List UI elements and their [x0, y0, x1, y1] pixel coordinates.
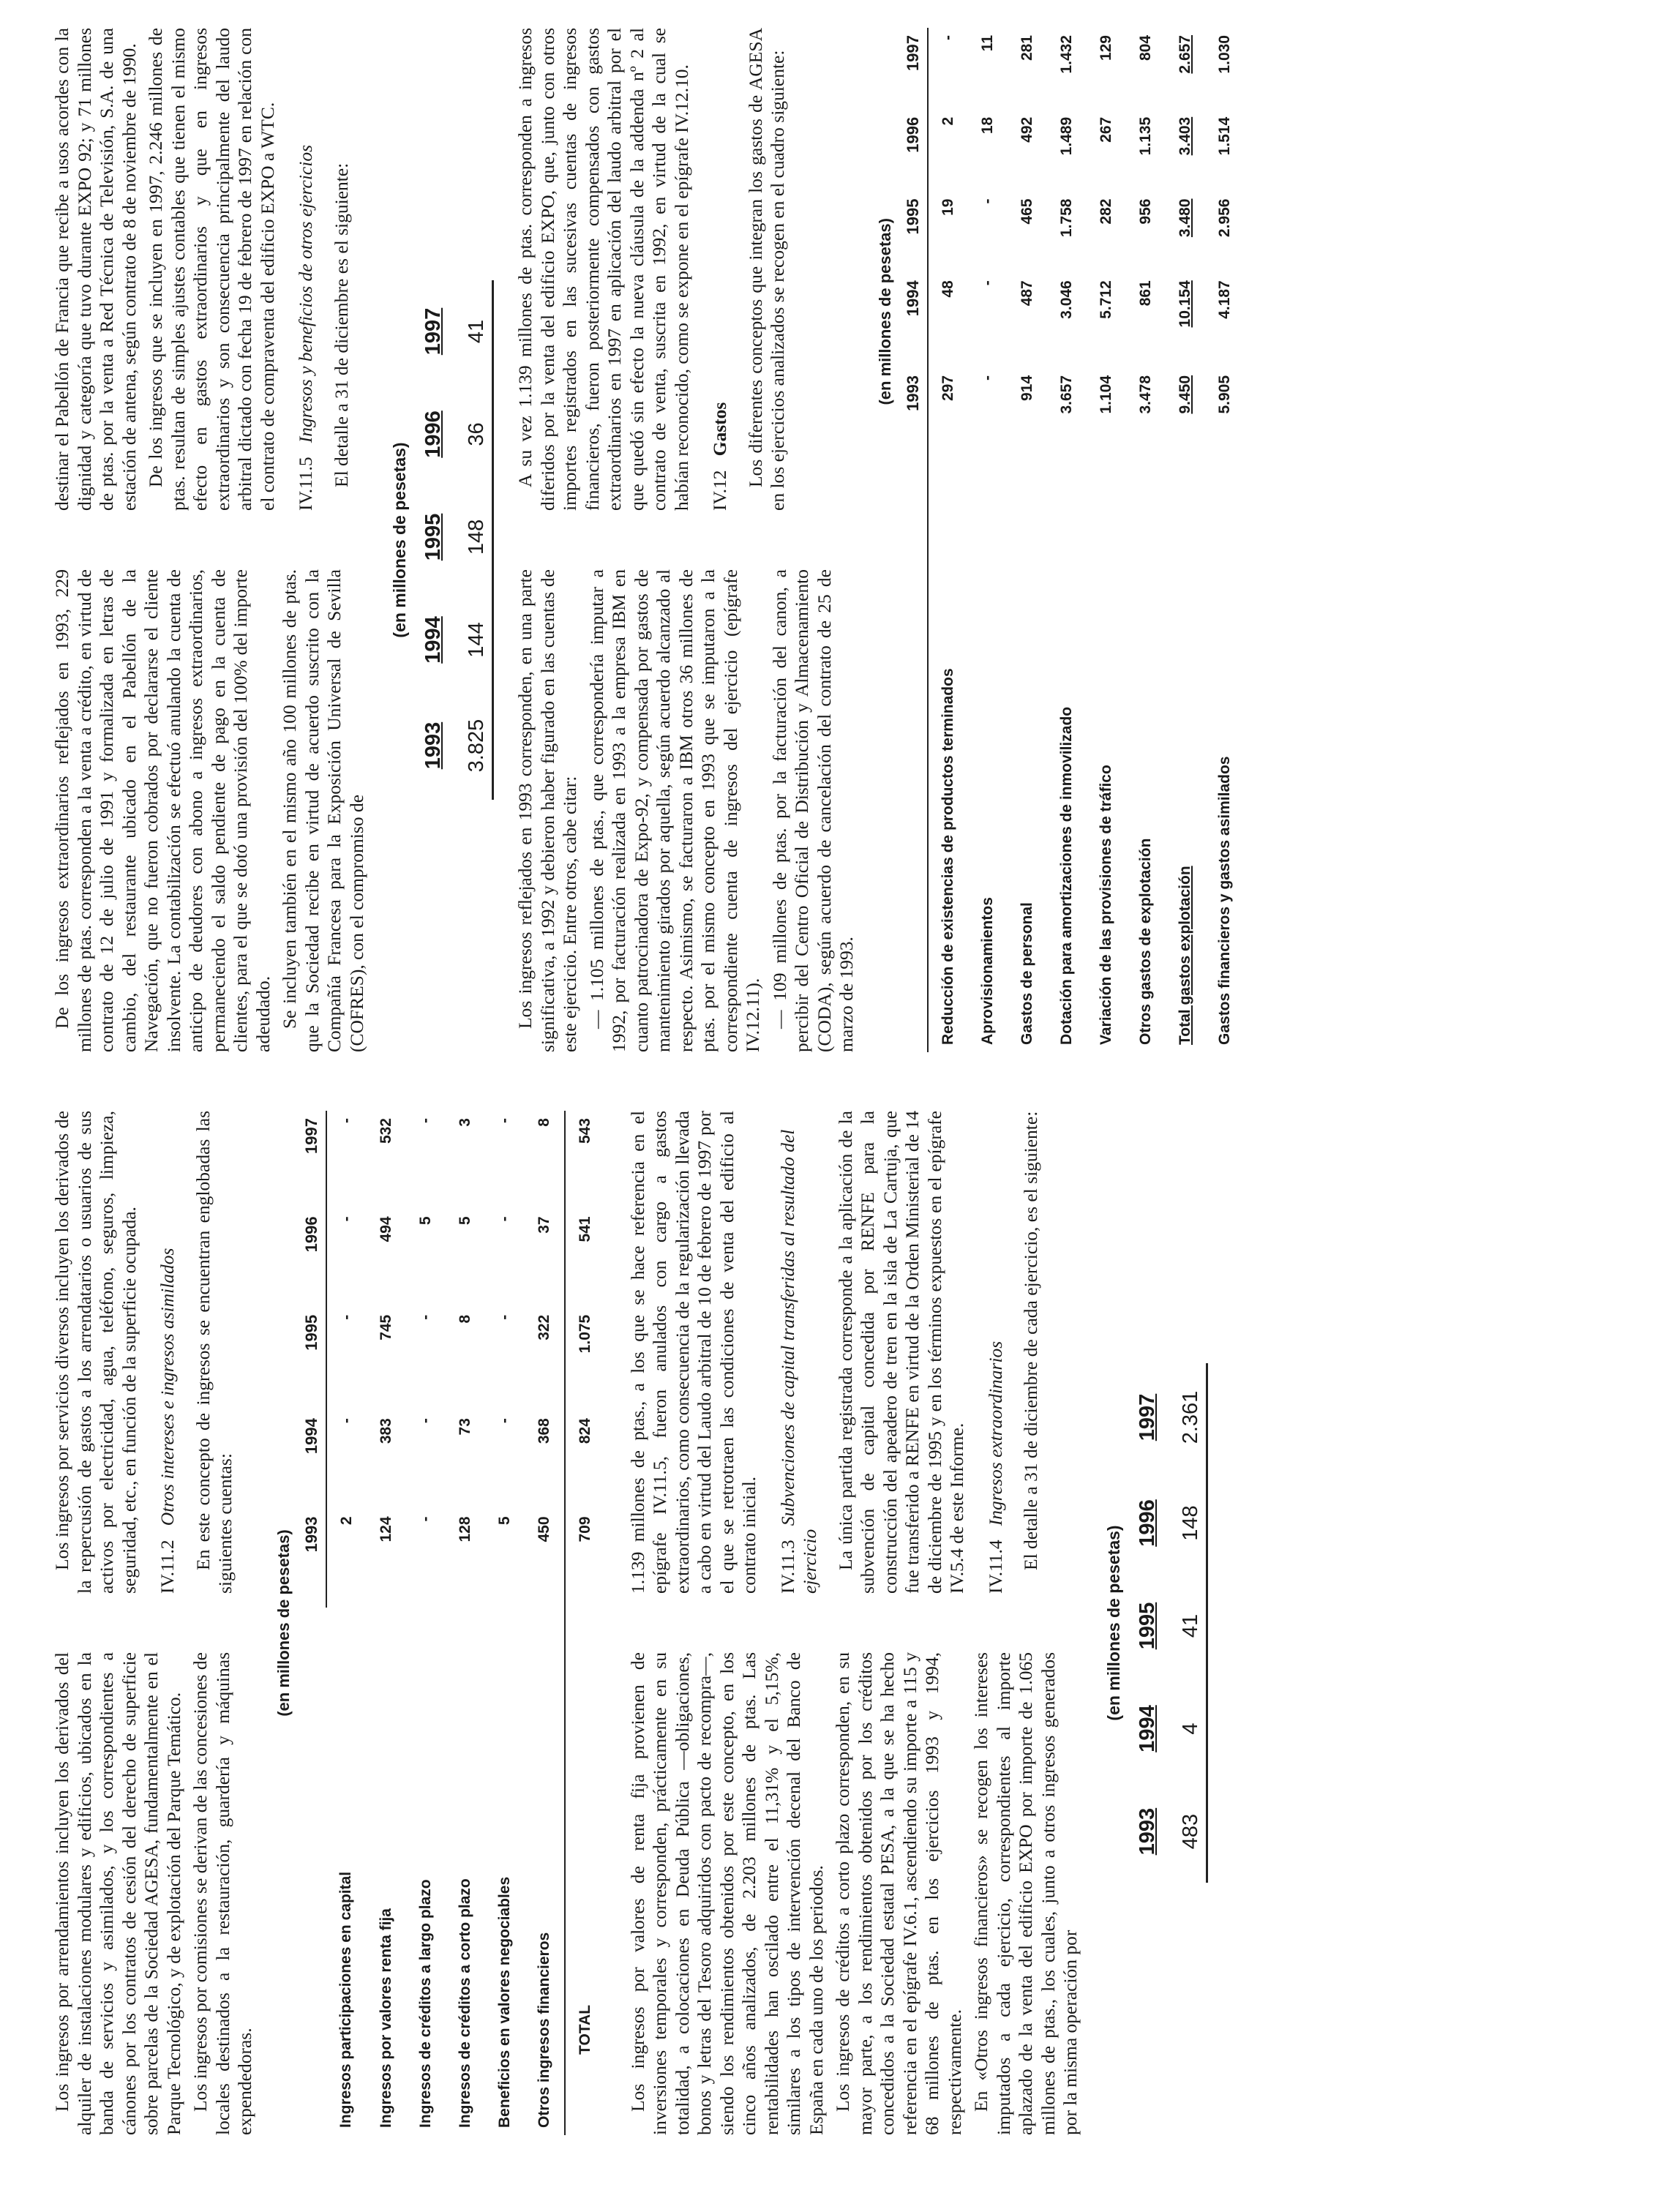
- cell: 368: [535, 1418, 552, 1444]
- cell: -: [337, 1418, 355, 1424]
- table-row: [1087, 28, 1126, 1052]
- paragraph: La única partida registrada corresponde a la aplicación de la subvención de capital concedida por RENFE para la construcción del apeadero de tren en la isla de La Cartuja, que fue transferido a RENFE en virtud de la Orden Ministerial de 14 de diciembre de 1995 y en los términos expuestos en el epígrafe IV.5.4 de este Informe.: [834, 1111, 967, 1594]
- paragraph: Los ingresos reflejados en 1993 corresponden, en una parte significativa, a 1992 y debieron haber figurado en las cuentas de este ejercicio. Entre otros, cabe citar:: [514, 569, 580, 1052]
- cell: 48: [939, 280, 956, 298]
- cell: 1.432: [1057, 35, 1075, 74]
- section-number: IV.11.3: [776, 1540, 798, 1594]
- row-label: Gastos de personal: [1018, 902, 1035, 1045]
- year-header: 1993: [1135, 1807, 1159, 1856]
- year-header: 1997: [421, 307, 445, 356]
- cell: 3.480: [1176, 198, 1193, 238]
- table-row: [326, 1111, 367, 2135]
- extraordinary-income-table: [1104, 1111, 1208, 2135]
- cell: 5.712: [1097, 280, 1114, 319]
- cell: 8: [535, 1118, 552, 1127]
- cell: 11: [978, 35, 996, 52]
- cell: 36: [465, 422, 488, 446]
- cell: 483: [1178, 1813, 1202, 1850]
- cell: -: [416, 1118, 434, 1123]
- cell: 281: [1018, 35, 1035, 61]
- section-heading-iv114: [985, 1111, 1008, 1594]
- table-header-row: [899, 28, 928, 1052]
- table-header-row: [421, 280, 456, 800]
- table-unit: (en millones de pesetas): [1103, 1525, 1123, 1721]
- cell: 144: [465, 622, 488, 658]
- cell: 128: [456, 1516, 473, 1542]
- cell: 1.030: [1215, 35, 1233, 74]
- table-row: [968, 28, 1008, 1052]
- cell: 10.154: [1176, 280, 1193, 328]
- cell: 9.450: [1176, 375, 1193, 414]
- table-row: [1170, 1363, 1203, 1883]
- year-header: 1994: [1135, 1705, 1159, 1752]
- table-header-row: [1136, 1363, 1170, 1883]
- cell: 914: [1018, 375, 1035, 401]
- cell: 5: [416, 1216, 434, 1226]
- year-header: 1994: [899, 273, 928, 368]
- paragraph: — 109 millones de ptas. por la facturación del canon, a percibir del Centro Oficial de Distribución y Almacenamiento (CODA), según acuerdo de cancelación del contrato de 25 de marzo de 1993.: [768, 569, 857, 1052]
- cell: 1.758: [1057, 198, 1075, 238]
- cell: -: [337, 1314, 355, 1320]
- table-rule: [1203, 1363, 1207, 1883]
- paragraph: Se incluyen también en el mismo año 100 millones de ptas. que la Sociedad recibe en virtud de acuerdo suscrito con la Compañía Francesa para la Exposición Universal de Sevilla (COFRES), con el compromiso de: [279, 569, 367, 1052]
- table-row: [1126, 28, 1166, 1052]
- section-heading-iv12: [709, 28, 732, 511]
- paragraph: El detalle a 31 de diciembre de cada ejercicio, es el siguiente:: [1020, 1111, 1041, 1570]
- row-label: Dotación para amortizaciones de inmovilizado: [1057, 706, 1075, 1045]
- right-page-half: [51, 28, 1267, 1052]
- year-header: 1993: [899, 368, 928, 450]
- section-heading-iv112: [157, 1111, 179, 1594]
- cell: 3.046: [1057, 280, 1075, 319]
- table-unit: (en millones de pesetas): [875, 218, 894, 405]
- right-col-c: [514, 569, 863, 1052]
- row-label: Aprovisionamientos: [978, 897, 996, 1045]
- cell: 124: [377, 1516, 394, 1542]
- table-rule: [489, 280, 493, 800]
- year-header: 1997: [899, 28, 928, 110]
- cell: -: [495, 1216, 513, 1222]
- cell: 956: [1136, 198, 1154, 225]
- other-years-income-table: [390, 28, 494, 1052]
- cell: 1.135: [1136, 116, 1154, 156]
- cell: -: [495, 1418, 513, 1424]
- cell: 297: [939, 375, 956, 401]
- paragraph: Los ingresos por arrendamientos incluyen los derivados del alquiler de instalaciones modulares y edificios, ubicados en la banda de servicios y asimilados, y los correspondientes a cánones por los contratos de cesión del derecho de superficie sobre parcelas de la Sociedad AGESA, fundamentalmente en el Parque Tecnológico, y de explotación del Parque Temático.: [51, 1652, 184, 2135]
- paragraph: A su vez 1.139 millones de ptas. corresponden a ingresos diferidos por la venta del edificio EXPO, que, junto con otros importes registrados en las sucesivas cuentas de ingresos financieros, fueron posteriormente compensados con gastos extraordinarios en 1997 en aplicación del laudo arbitral por el que quedó sin efecto la nueva cláusula de la addenda nº 2 al contrato de venta, suscrita en 1992, en virtud de la cual se habían reconocido, como se expone en el epígrafe IV.12.10.: [514, 28, 692, 511]
- paragraph: En «Otros ingresos financieros» se recogen los intereses imputados a cada ejercicio, correspondientes al importe aplazado de la venta del edificio EXPO por importe de 1.065 millones de ptas., los cuales, junto a otros ingresos generados por la misma operación por: [970, 1652, 1081, 2135]
- cell: 1.489: [1057, 116, 1075, 156]
- paragraph: — 1.105 millones de ptas., que correspondería imputar a 1992, por facturación realizada en 1993 a la empresa IBM en cuanto patrocinadora de Expo-92, y compensada por gastos de mantenimiento girados por aquella, según acuerdo alcanzado al respecto. Asimismo, se facturaron a IBM otros 36 millones de ptas. por el mismo concepto en 1993 que se imputaron a la correspondiente cuenta de ingresos del ejercicio (epígrafe IV.12.11).: [585, 569, 763, 1052]
- table-row: [525, 1111, 565, 2135]
- row-label: Reducción de existencias de productos terminados: [939, 668, 956, 1045]
- table-row: [446, 1111, 485, 2135]
- cell: 543: [565, 1111, 605, 1209]
- cell: 541: [565, 1209, 605, 1307]
- cell: -: [978, 198, 996, 204]
- section-title: Subvenciones de capital transferidas al resultado del ejercicio: [776, 1129, 820, 1594]
- cell: 465: [1018, 198, 1035, 225]
- cell: 1.075: [565, 1308, 605, 1411]
- left-col-a: [51, 1652, 261, 2135]
- table-row: [485, 1111, 525, 2135]
- left-page-half: [51, 1111, 1229, 2135]
- cell: -: [495, 1118, 513, 1123]
- cell: 41: [1178, 1613, 1202, 1638]
- cell: 4.187: [1215, 280, 1233, 319]
- paragraph: Los ingresos por comisiones se derivan de las concesiones de locales destinados a la restauración, guardería y máquinas expendedoras.: [190, 1652, 255, 2135]
- cell: -: [337, 1118, 355, 1123]
- section-title: Ingresos extraordinarios: [984, 1341, 1006, 1526]
- paragraph: En este concepto de ingresos se encuentran englobadas las siguientes cuentas:: [192, 1111, 236, 1594]
- section-title: Gastos: [709, 402, 730, 457]
- paragraph: De los ingresos que se incluyen en 1997, 2.246 millones de ptas. resultan de simples ajustes contables que tienen el mismo efecto en gastos extraordinarios y que en ingresos extraordinarios y son consecuencia principalmente del laudo arbitral dictado con fecha 19 de febrero de 1997 en relación con el contrato de compraventa del edificio EXPO a WTC.: [145, 28, 278, 511]
- cell: 129: [1097, 35, 1114, 61]
- year-header: 1993: [421, 721, 445, 770]
- section-number: IV.12: [709, 470, 730, 511]
- cell: 709: [565, 1509, 605, 1607]
- paragraph: destinar el Pabellón de Francia que recibe a usos acordes con la dignidad y categoría que tuvo durante EXPO 92; y 71 millones de ptas. por la venta a Red Técnica de Televisión, S.A. de una estación de antena, según contrato de 8 de noviembre de 1990.: [51, 28, 140, 511]
- section-number: IV.11.2: [157, 1540, 178, 1594]
- cell: 492: [1018, 116, 1035, 143]
- section-heading-iv115: [295, 28, 318, 511]
- cell: 383: [377, 1418, 394, 1444]
- cell: 5: [495, 1516, 513, 1526]
- row-label: Otros ingresos financieros: [535, 1932, 552, 2128]
- cell: 3: [456, 1118, 473, 1127]
- year-header: 1996: [1135, 1499, 1159, 1547]
- row-label: Variación de las provisiones de tráfico: [1097, 765, 1114, 1045]
- left-bottom-columns: [627, 1111, 1087, 2135]
- cell: -: [416, 1314, 434, 1320]
- year-header: 1994: [298, 1411, 326, 1509]
- cell: 148: [1178, 1505, 1202, 1541]
- cell: 18: [978, 116, 996, 135]
- cell: 824: [565, 1411, 605, 1509]
- section-number: IV.11.4: [984, 1540, 1006, 1594]
- year-header: 1996: [298, 1209, 326, 1307]
- row-label: Ingresos de créditos a largo plazo: [416, 1879, 434, 2128]
- table-row: [456, 280, 489, 800]
- cell: -: [416, 1418, 434, 1424]
- table-total-row: [565, 1111, 605, 2135]
- cell: 450: [535, 1516, 552, 1542]
- paragraph: Los ingresos de créditos a corto plazo corresponden, en su mayor parte, a los rendimientos obtenidos por los créditos concedidos a la Sociedad estatal PESA, a la que se ha hecho referencia en el epígrafe IV.6.1, ascendiendo su importe a 115 y 68 millones de ptas. en los ejercicios 1993 y 1994, respectivamente.: [832, 1652, 965, 2135]
- cell: 19: [939, 198, 956, 216]
- right-col-a: [51, 569, 372, 1052]
- table-row: [928, 28, 968, 1052]
- table-unit: (en millones de pesetas): [390, 442, 409, 638]
- cell: -: [495, 1314, 513, 1320]
- cell: 494: [377, 1216, 394, 1242]
- cell: 3.403: [1176, 116, 1193, 156]
- cell: 745: [377, 1314, 394, 1341]
- year-header: 1996: [421, 410, 445, 458]
- cell: -: [939, 35, 956, 40]
- table-row: [1047, 28, 1087, 1052]
- cell: 8: [456, 1314, 473, 1324]
- right-top-columns: [51, 28, 372, 1052]
- cell: 148: [465, 519, 488, 555]
- cell: 73: [456, 1418, 473, 1436]
- cell: 41: [465, 319, 488, 344]
- cell: -: [978, 280, 996, 286]
- paragraph: Los diferentes conceptos que integran los gastos de AGESA en los ejercicios analizados se recogen en el cuadro siguiente:: [744, 28, 788, 511]
- left-col-d: [627, 1111, 1087, 1594]
- year-header: 1997: [1135, 1393, 1159, 1441]
- row-label: Total gastos explotación: [1176, 866, 1193, 1045]
- section-title: Ingresos y beneficios de otros ejercicios: [295, 144, 316, 443]
- other-interest-income-table: [274, 1111, 605, 2135]
- paragraph: Los ingresos por servicios diversos incluyen los derivados de la repercusión de gastos a los arrendatarios o usuarios de sus activos por electricidad, agua, teléfono, seguros, limpieza, seguridad, etc., en función de la superficie ocupada.: [51, 1111, 140, 1594]
- right-middle-columns: [514, 28, 863, 1052]
- table-row: [1008, 28, 1047, 1052]
- cell: 2.956: [1215, 198, 1233, 238]
- row-label: Ingresos por valores renta fija: [377, 1908, 394, 2128]
- table-subtotal-row: [1166, 28, 1205, 1052]
- cell: 5.905: [1215, 375, 1233, 414]
- section-heading-iv113: [777, 1111, 822, 1594]
- cell: 2: [939, 116, 956, 126]
- year-header: 1995: [421, 513, 445, 561]
- cell: 487: [1018, 280, 1035, 307]
- table-row: [367, 1111, 406, 2135]
- year-header: 1996: [899, 110, 928, 192]
- cell: 1.104: [1097, 375, 1114, 414]
- paragraph: De los ingresos extraordinarios reflejados en 1993, 229 millones de ptas. corresponden a la venta a crédito, en virtud de contrato de 12 de julio de 1991 y formalizada en letras de cambio, del restaurante ubicado en el Pabellón de la Navegación, que no fueron cobrados por declararse el cliente insolvente. La contabilización se efectuó anulando la cuenta de anticipo de deudores con abono a ingresos extraordinarios, permaneciendo el saldo pendiente de pago en la cuenta de clientes, para el que se dotó una provisión del 100% del importe adeudado.: [51, 569, 274, 1052]
- paragraph: 1.139 millones de ptas., a los que se hace referencia en el epígrafe IV.11.5, fueron anulados con cargo a gastos extraordinarios, como consecuencia de la regularización llevada a cabo en virtud del Laudo arbitral de 10 de febrero de 1997 por el que se retrotraen las condiciones de venta del edificio al contrato inicial.: [626, 1111, 760, 1594]
- paragraph: El detalle a 31 de diciembre es el siguiente:: [330, 162, 352, 487]
- cell: 3.478: [1136, 375, 1154, 414]
- year-header: 1997: [298, 1111, 326, 1209]
- cell: 804: [1136, 35, 1154, 61]
- cell: 3.657: [1057, 375, 1075, 414]
- year-header: 1993: [298, 1509, 326, 1607]
- right-col-d: [514, 28, 863, 511]
- row-label: TOTAL: [565, 1608, 605, 2135]
- table-unit: (en millones de pesetas): [274, 1529, 293, 1717]
- row-label: Ingresos participaciones en capital: [337, 1871, 354, 2128]
- table-row: [406, 1111, 446, 2135]
- year-header: 1994: [421, 616, 445, 664]
- section-number: IV.11.5: [295, 457, 316, 511]
- cell: 1.514: [1215, 116, 1233, 156]
- row-label: Otros gastos de explotación: [1136, 838, 1154, 1045]
- cell: -: [416, 1516, 434, 1522]
- cell: 3.825: [465, 719, 488, 773]
- cell: 861: [1136, 280, 1154, 307]
- right-col-b: [51, 28, 372, 511]
- cell: 4: [1178, 1722, 1202, 1735]
- cell: 2.361: [1178, 1390, 1202, 1444]
- cell: 532: [377, 1118, 394, 1144]
- cell: 37: [535, 1216, 552, 1234]
- left-col-b: [51, 1111, 261, 1594]
- year-header: 1995: [1135, 1602, 1159, 1650]
- row-label: Ingresos de créditos a corto plazo: [456, 1878, 473, 2128]
- year-header: 1995: [899, 192, 928, 274]
- expenses-table: [876, 28, 1245, 1052]
- cell: -: [337, 1216, 355, 1222]
- cell: 267: [1097, 116, 1114, 143]
- table-header-row: [298, 1111, 326, 2135]
- left-top-columns: [51, 1111, 261, 2135]
- cell: 5: [456, 1216, 473, 1226]
- row-label: Beneficios en valores negociables: [495, 1876, 513, 2128]
- row-label: Gastos financieros y gastos asimilados: [1215, 756, 1233, 1045]
- cell: 282: [1097, 198, 1114, 225]
- cell: 2: [337, 1516, 355, 1526]
- cell: 2.657: [1176, 35, 1193, 74]
- paragraph: Los ingresos por valores de renta fija provienen de inversiones temporales y corresponden, prácticamente en su totalidad, a colocaciones en Deuda Pública —obligaciones, bonos y letras del Tesoro adquiridos con pacto de recompra—, siendo los rendimientos obtenidos por este concepto, en los cinco años analizados, de 2.203 millones de ptas. Las rentabilidades han oscilado entre el 11,31% y el 5,15%, similares a los tipos de intervención decenal del Banco de España en cada uno de los periodos.: [626, 1652, 827, 2135]
- cell: -: [978, 375, 996, 380]
- section-title: Otros intereses e ingresos asimilados: [157, 1248, 178, 1526]
- table-row: [1205, 28, 1245, 1052]
- year-header: 1995: [298, 1308, 326, 1411]
- cell: 322: [535, 1314, 552, 1341]
- left-col-c: [627, 1652, 1087, 2135]
